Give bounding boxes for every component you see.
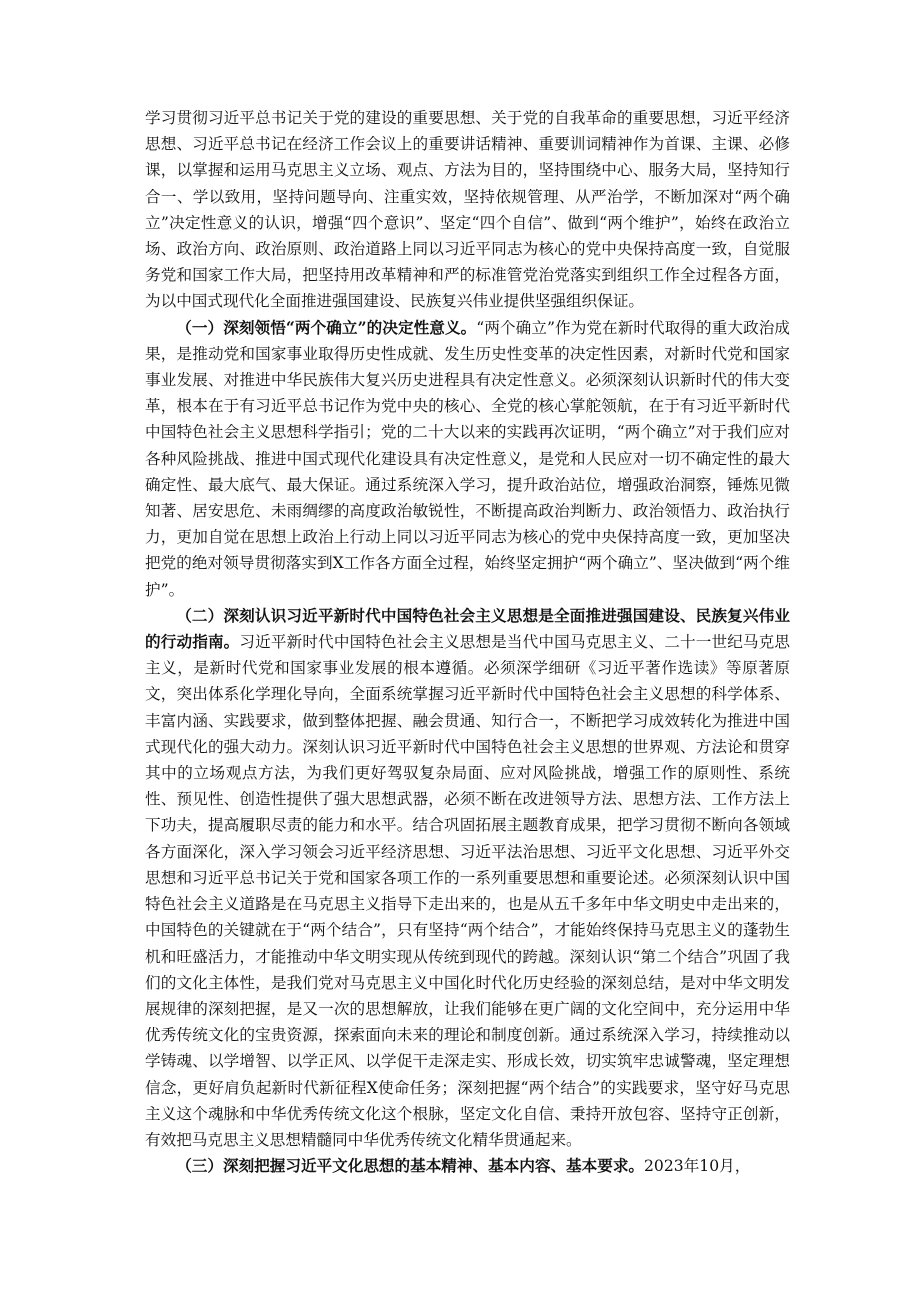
- section-three-heading: （三）深刻把握习近平文化思想的基本精神、基本内容、基本要求。: [176, 1156, 645, 1176]
- intro-paragraph-text: 学习贯彻习近平总书记关于党的建设的重要思想、关于党的自我革命的重要思想，习近平经济思想、习近平总书记在经济工作会议上的重要讲话精神、重要训词精神作为首课、主课、必修课，以掌握和运用马克思主义立场、观点、方法为目的，坚持围绕中心、服务大局，坚持知行合一、学以致用，坚持问题导向、注重实效，坚持依规管理、从严治学，不断加深对“两个确立”决定性意义的认识，增强“四个意识”、坚定“四个自信”、做到“两个维护”，始终在政治立场、政治方向、政治原则、政治道路上同以习近平同志为核心的党中央保持高度一致，自觉服务党和国家工作大局，把坚持用改革精神和严的标准管党治党落实到组织工作全过程各方面，为以中国式现代化全面推进强国建设、民族复兴伟业提供坚强组织保证。: [145, 109, 790, 311]
- section-three-text: 2023年10月，: [644, 1157, 751, 1176]
- section-one-paragraph: [145, 315, 790, 603]
- section-two-heading: （二）深刻认识习近平新时代中国特色社会主义思想是全面推进强国建设、民族复兴伟业的行动指南。: [145, 605, 790, 652]
- section-two-paragraph: [145, 603, 790, 1153]
- section-three-paragraph: [145, 1153, 790, 1179]
- section-two-text: 习近平新时代中国特色社会主义思想是当代中国马克思主义、二十一世纪马克思主义，是新时代党和国家事业发展的根本遵循。必须深学细研《习近平著作选读》等原著原文，突出体系化学理化导向，全面系统掌握习近平新时代中国特色社会主义思想的科学体系、丰富内涵、实践要求，做到整体把握、融会贯通、知行合一，不断把学习成效转化为推进中国式现代化的强大动力。深刻认识习近平新时代中国特色社会主义思想的世界观、方法论和贯穿其中的立场观点方法，为我们更好驾驭复杂局面、应对风险挑战，增强工作的原则性、系统性、预见性、创造性提供了强大思想武器，必须不断在改进领导方法、思想方法、工作方法上下功夫，提高履职尽责的能力和水平。结合巩固拓展主题教育成果，把学习贯彻不断向各领域各方面深化，深入学习领会习近平经济思想、习近平法治思想、习近平文化思想、习近平外交思想和习近平总书记关于党和国家各项工作的一系列重要思想和重要论述。必须深刻认识中国特色社会主义道路是在马克思主义指导下走出来的，也是从五千多年中华文明史中走出来的，中国特色的关键就在于“两个结合”，只有坚持“两个结合”，才能始终保持马克思主义的蓬勃生机和旺盛活力，才能推动中华文明实现从传统到现代的跨越。深刻认识“第二个结合”巩固了我们的文化主体性，是我们党对马克思主义中国化时代化历史经验的深刻总结，是对中华文明发展规律的深刻把握，是又一次的思想解放，让我们能够在更广阔的文化空间中，充分运用中华优秀传统文化的宝贵资源，探索面向未来的理论和制度创新。通过系统深入学习，持续推动以学铸魂、以学增智、以学正风、以学促干走深走实、形成长效，切实筑牢忠诚警魂，坚定理想信念，更好肩负起新时代新征程X使命任务；深刻把握“两个结合”的实践要求，坚守好马克思主义这个魂脉和中华优秀传统文化这个根脉，坚定文化自信、秉持开放包容、坚持守正创新，有效把马克思主义思想精髓同中华优秀传统文化精华贯通起来。: [145, 633, 790, 1149]
- section-one-heading: （一）深刻领悟“两个确立”的决定性意义。: [176, 317, 477, 337]
- document-page: [145, 105, 790, 1179]
- section-one-text: “两个确立”作为党在新时代取得的重大政治成果，是推动党和国家事业取得历史性成就、发生历史性变革的决定性因素，对新时代党和国家事业发展、对推进中华民族伟大复兴历史进程具有决定性意义。必须深刻认识新时代的伟大变革，根本在于有习近平总书记作为党中央的核心、全党的核心掌舵领航，在于有习近平新时代中国特色社会主义思想科学指引；党的二十大以来的实践再次证明，“两个确立”对于我们应对各种风险挑战、推进中国式现代化建设具有决定性意义，是党和人民应对一切不确定性的最大确定性、最大底气、最大保证。通过系统深入学习，提升政治站位，增强政治洞察，锤炼见微知著、居安思危、未雨绸缪的高度政治敏锐性，不断提高政治判断力、政治领悟力、政治执行力，更加自觉在思想上政治上行动上同以习近平同志为核心的党中央保持高度一致，更加坚决把党的绝对领导贯彻落实到X工作各方面全过程，始终坚定拥护“两个确立”、坚决做到“两个维护”。: [145, 318, 790, 599]
- intro-paragraph: [145, 105, 790, 315]
